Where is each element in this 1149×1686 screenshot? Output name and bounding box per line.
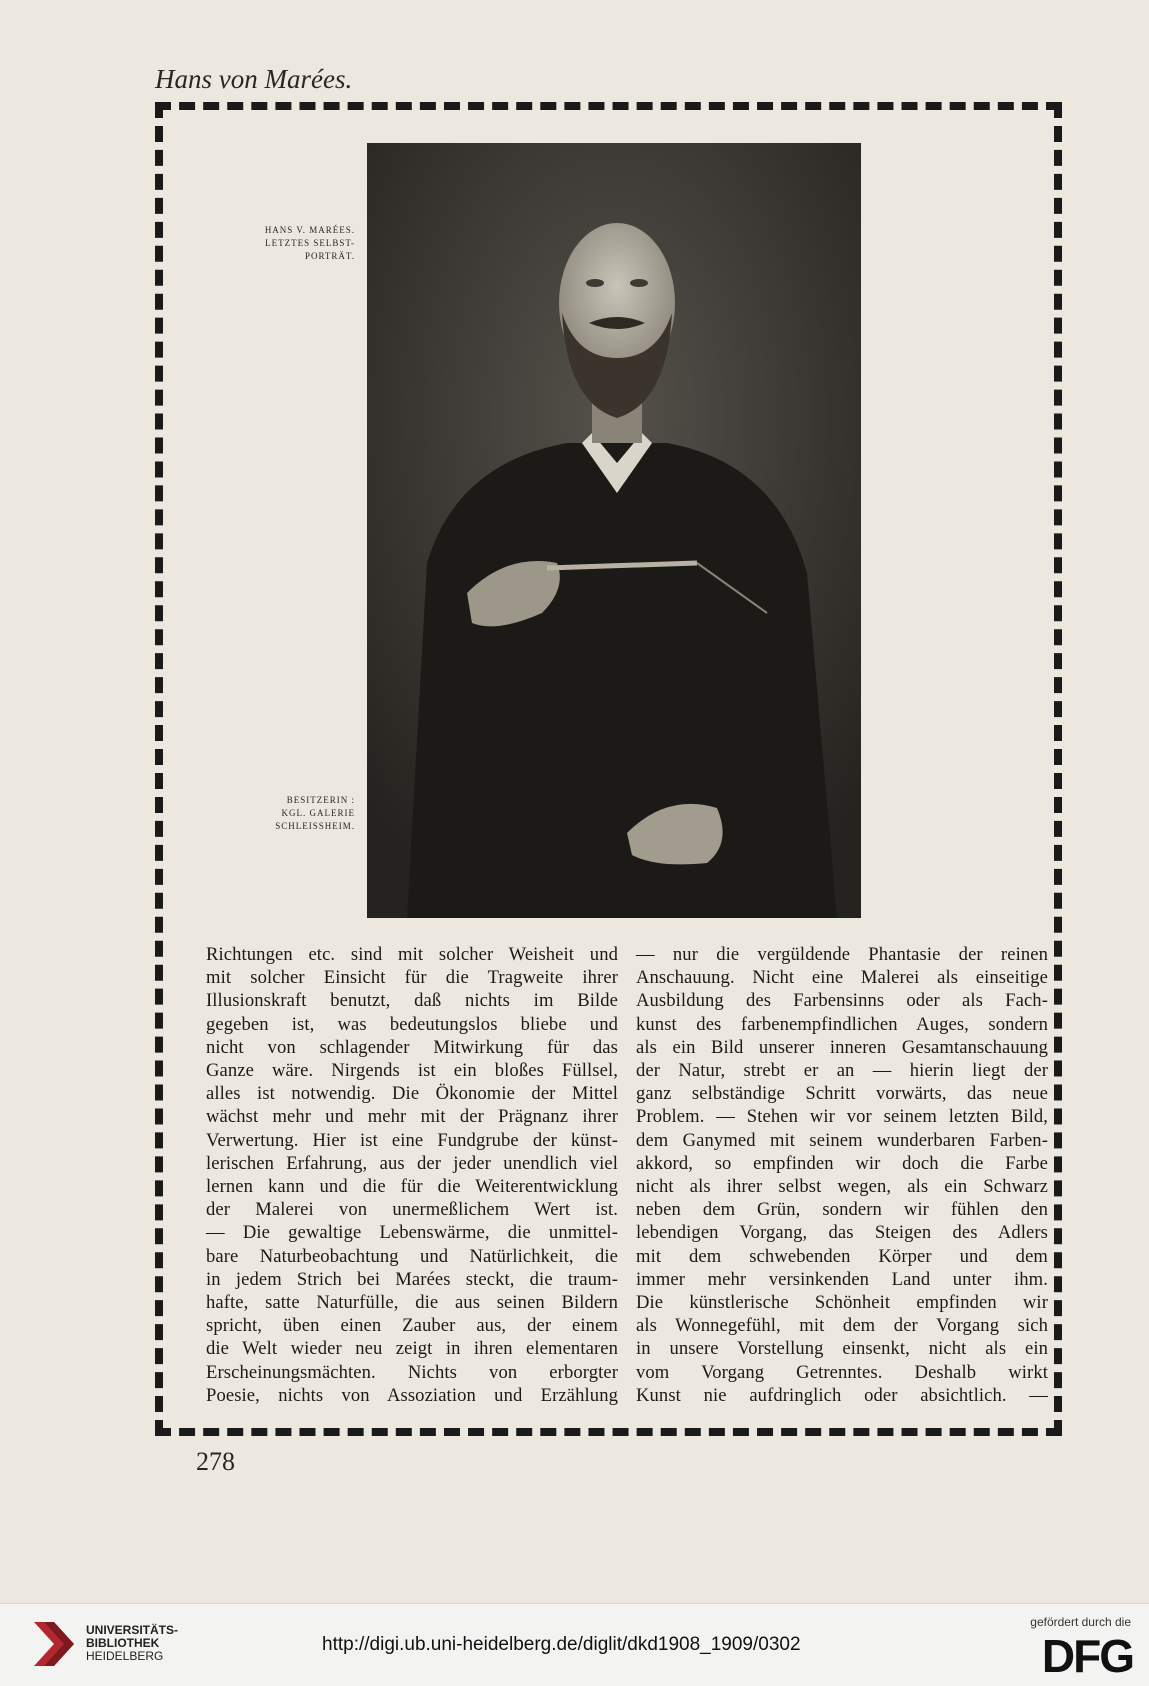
permalink-url[interactable]: http://digi.ub.uni-heidelberg.de/diglit/dkd1908_1909/0302 <box>322 1634 801 1655</box>
library-name-line: BIBLIOTHEK <box>86 1636 160 1650</box>
funded-by-label: gefördert durch die <box>1030 1615 1131 1629</box>
text-line: immer mehr versinkenden Land unter ihm. <box>636 1268 1048 1290</box>
body-text-right <box>636 943 1048 1407</box>
library-name[interactable] <box>86 1624 178 1663</box>
text-line: Poesie, nichts von Assoziation und Erzählung <box>206 1384 618 1406</box>
text-line: in jedem Strich bei Marées steckt, die traum- <box>206 1268 618 1290</box>
text-line: als Wonnegefühl, mit dem der Vorgang sich <box>636 1315 1048 1337</box>
text-line: akkord, so empfinden wir doch die Farbe <box>636 1152 1048 1174</box>
text-line: als ein Bild unserer inneren Gesamtanschauung <box>636 1036 1048 1058</box>
text-line: Kunst nie aufdringlich oder absichtlich. — <box>636 1384 1048 1406</box>
text-line: Erscheinungsmächten. Nichts von erborgter <box>206 1361 618 1383</box>
text-line: ganz selbständige Schritt vorwärts, das neue <box>636 1083 1048 1105</box>
text-line: hafte, satte Naturfülle, die aus seinen Bildern <box>206 1292 618 1314</box>
text-line: der Natur, strebt er an — hierin liegt der <box>636 1060 1048 1082</box>
text-line: alles ist notwendig. Die Ökonomie der Mittel <box>206 1083 618 1105</box>
text-line: Richtungen etc. sind mit solcher Weisheit und <box>206 944 618 965</box>
text-line: Anschauung. Nicht eine Malerei als einseitige <box>636 967 1048 989</box>
portrait-image <box>367 143 861 918</box>
caption-owner-line: SCHLEISSHEIM. <box>275 821 355 831</box>
caption-owner <box>200 794 355 833</box>
text-line: Verwertung. Hier ist eine Fundgrube der künst- <box>206 1129 618 1151</box>
text-line: die Welt wieder neu zeigt in ihren elementaren <box>206 1338 618 1360</box>
text-line: bare Naturbeobachtung und Natürlichkeit, die <box>206 1245 618 1267</box>
text-line: in unsere Vorstellung einsenkt, nicht als ein <box>636 1338 1048 1360</box>
text-line: wächst mehr und mehr mit der Prägnanz ihrer <box>206 1106 618 1128</box>
text-line: kunst des farbenempfindlichen Auges, sondern <box>636 1013 1048 1035</box>
text-line: — nur die vergüldende Phantasie der reinen <box>636 944 1048 965</box>
caption-title-line: HANS V. MARÉES. <box>264 225 355 235</box>
library-name-line: UNIVERSITÄTS- <box>86 1623 179 1637</box>
ub-heidelberg-logo-icon[interactable] <box>30 1618 78 1670</box>
page-number: 278 <box>196 1447 235 1476</box>
text-line: gegeben ist, was bedeutungslos bliebe und <box>206 1013 618 1035</box>
text-line: lernen kann und die für die Weiterentwicklung <box>206 1176 618 1198</box>
text-line: vom Vorgang Getrenntes. Deshalb wirkt <box>636 1361 1048 1383</box>
text-line: spricht, üben einen Zauber aus, der einem <box>206 1315 618 1337</box>
caption-owner-line: BESITZERIN : <box>286 795 355 805</box>
text-line: Illusionskraft benutzt, daß nichts im Bilde <box>206 990 618 1012</box>
text-line: der Malerei von unermeßlichem Wert ist. <box>206 1199 618 1221</box>
footer-bar <box>0 1603 1149 1686</box>
text-line: nicht als ihrer selbst wegen, als ein Schwarz <box>636 1176 1048 1198</box>
text-line: Ausbildung des Farbensinns oder als Fach- <box>636 990 1048 1012</box>
text-line: Ganze wäre. Nirgends ist ein bloßes Füllsel, <box>206 1060 618 1082</box>
running-head: Hans von Marées. <box>155 64 353 94</box>
caption-title-line: PORTRÄT. <box>304 251 355 261</box>
text-line: mit solcher Einsicht für die Tragweite ihrer <box>206 967 618 989</box>
caption-title <box>200 224 355 263</box>
self-portrait-painting <box>367 143 861 918</box>
caption-title-line: LETZTES SELBST- <box>265 238 355 248</box>
text-line: Die künstlerische Schönheit empfinden wir <box>636 1292 1048 1314</box>
library-name-line: HEIDELBERG <box>86 1649 164 1663</box>
body-text-left <box>206 943 618 1407</box>
text-line: Problem. — Stehen wir vor seinem letzten Bild, <box>636 1106 1048 1128</box>
text-line: neben dem Grün, sondern wir fühlen den <box>636 1199 1048 1221</box>
dfg-logo[interactable]: DFG <box>1041 1630 1133 1682</box>
text-line: dem Ganymed mit seinem wunderbaren Farben- <box>636 1129 1048 1151</box>
text-line: — Die gewaltige Lebenswärme, die unmittel- <box>206 1222 618 1244</box>
text-line: lerischen Erfahrung, aus der jeder unendlich viel <box>206 1152 618 1174</box>
text-line: nicht von schlagender Mitwirkung für das <box>206 1036 618 1058</box>
text-line: mit dem schwebenden Körper und dem <box>636 1245 1048 1267</box>
text-line: lebendigen Vorgang, das Steigen des Adlers <box>636 1222 1048 1244</box>
caption-owner-line: KGL. GALERIE <box>281 808 355 818</box>
